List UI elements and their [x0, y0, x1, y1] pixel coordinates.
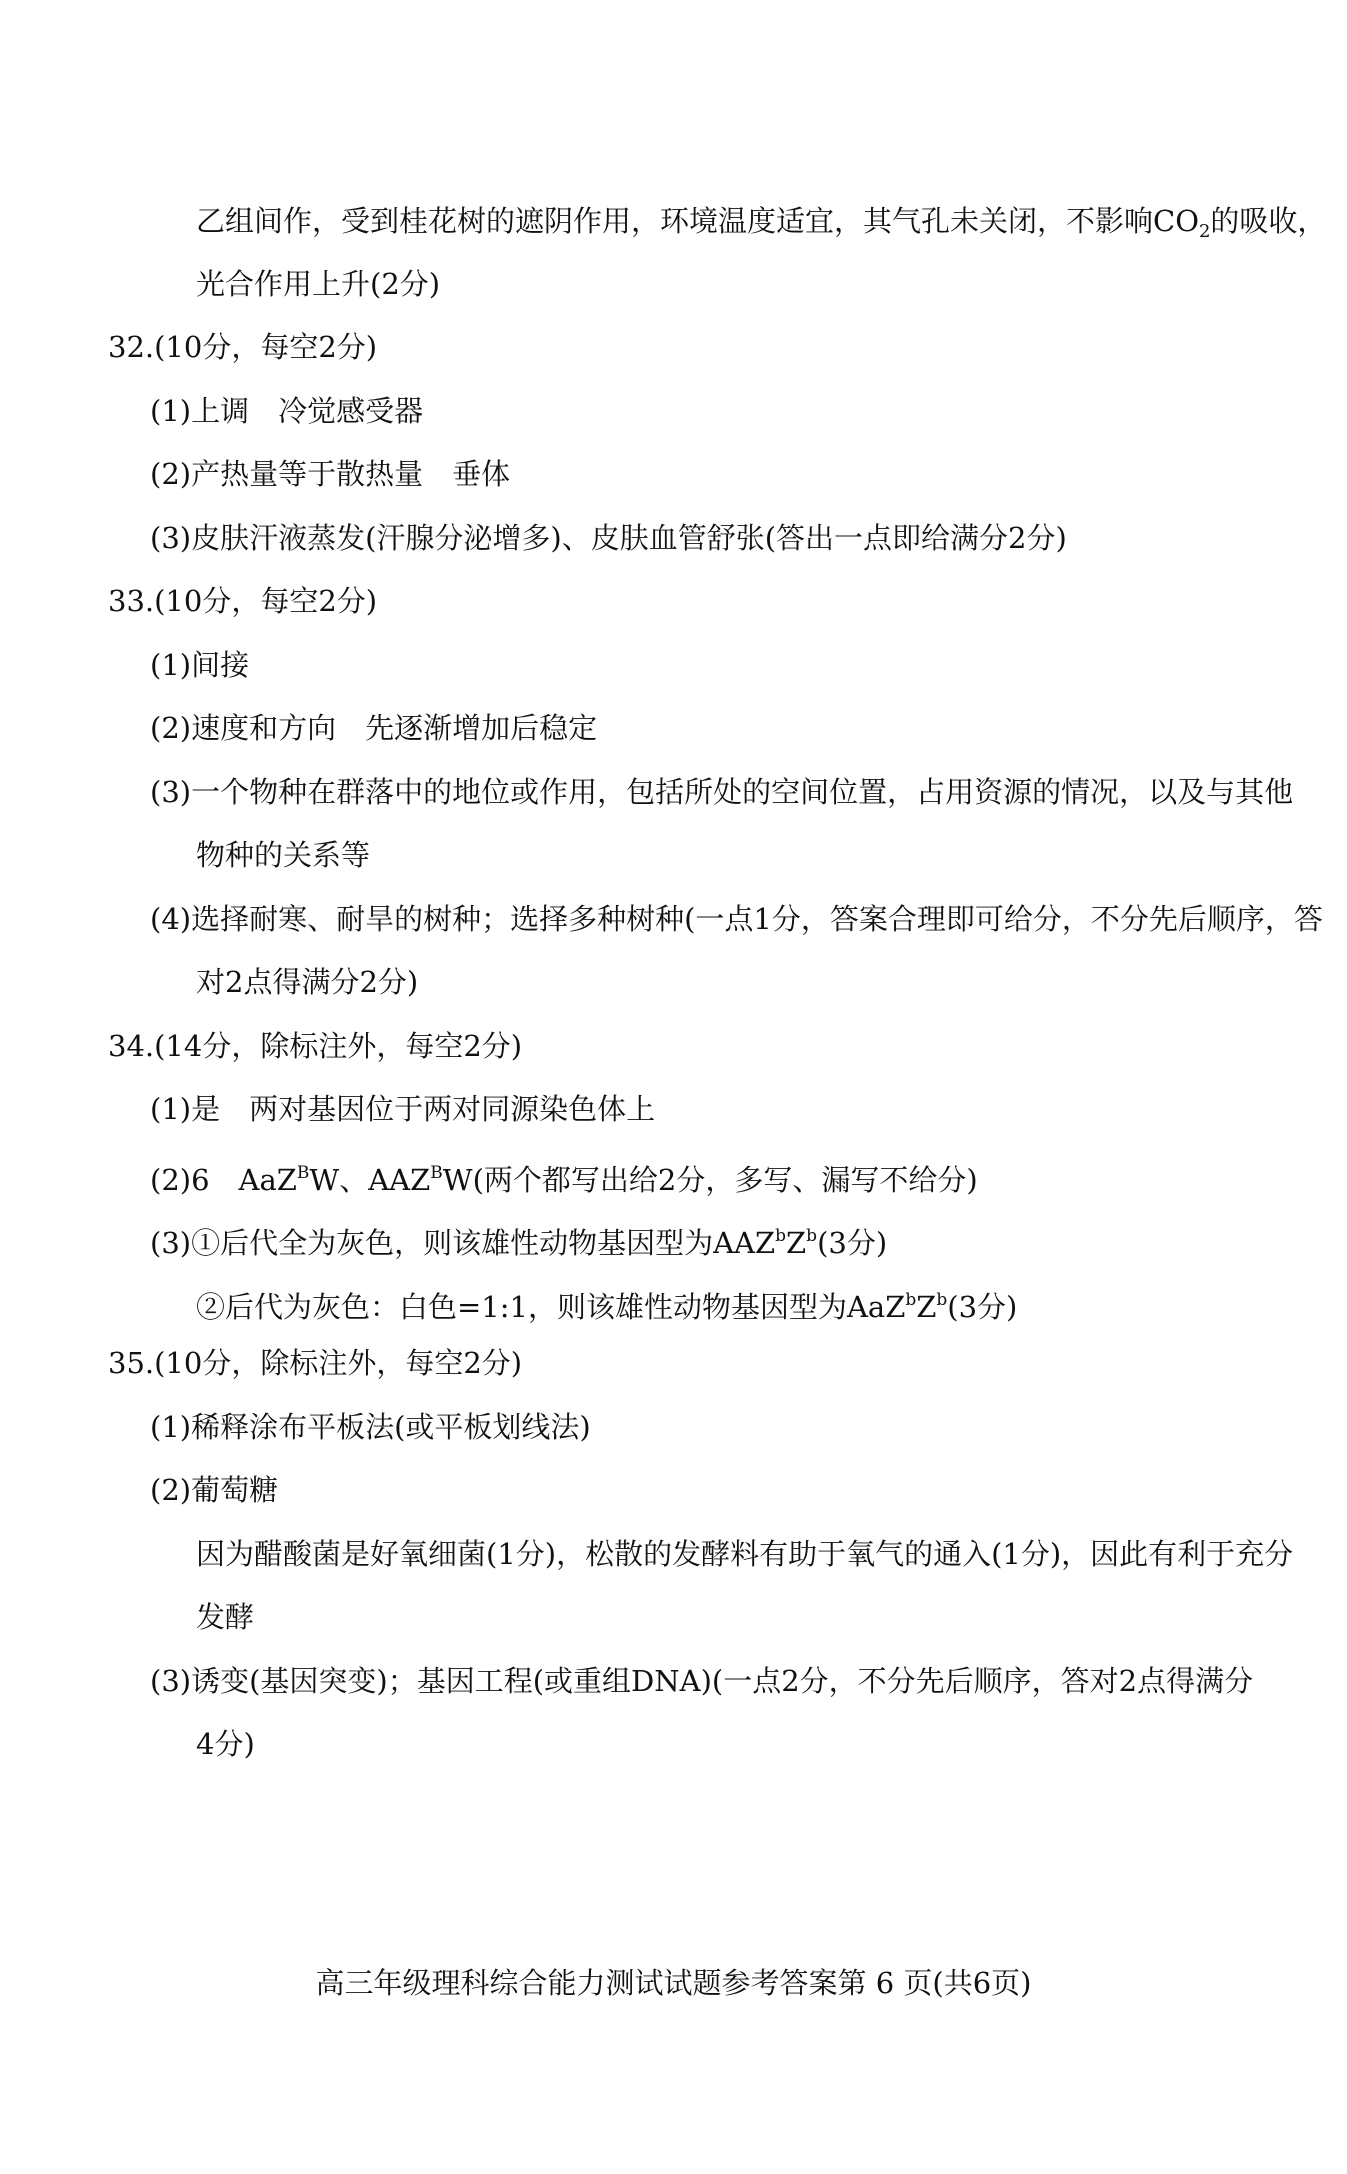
- superscript: b: [806, 1226, 818, 1246]
- answer-33-3-line-1: (3)一个物种在群落中的地位或作用，包括所处的空间位置，占用资源的情况，以及与其他: [150, 775, 1294, 809]
- question-33-heading: 33.(10分，每空2分): [108, 584, 378, 618]
- text-run: 的吸收，: [1210, 204, 1327, 238]
- superscript: B: [430, 1163, 443, 1183]
- answer-32-1: (1)上调 冷觉感受器: [150, 394, 424, 428]
- superscript: b: [775, 1226, 787, 1246]
- answer-35-1: (1)稀释涂布平板法(或平板划线法): [150, 1410, 591, 1444]
- answer-35-2-explanation-line-2: 发酵: [196, 1600, 255, 1634]
- superscript: b: [905, 1290, 917, 1310]
- text-run: Z: [916, 1290, 937, 1324]
- question-35-heading: 35.(10分，除标注外，每空2分): [108, 1346, 523, 1380]
- superscript: B: [296, 1163, 310, 1183]
- answer-33-4-line-2: 对2点得满分2分): [196, 965, 419, 999]
- answer-35-3-line-2: 4分): [196, 1727, 255, 1761]
- answer-34-3-case-2: [196, 1280, 1017, 1327]
- text-run: 乙组间作，受到桂花树的遮阴作用，环境温度适宜，其气孔未关闭，不影响CO: [196, 204, 1199, 238]
- answer-32-2: (2)产热量等于散热量 垂体: [150, 457, 511, 491]
- answer-34-2: [150, 1153, 978, 1200]
- text-run: (3分): [817, 1226, 888, 1260]
- text-run: W、AAZ: [309, 1163, 431, 1197]
- text-run: W(两个都写出给2分，多写、漏写不给分): [442, 1163, 978, 1197]
- text-run: (3分): [947, 1290, 1018, 1324]
- answer-33-2: (2)速度和方向 先逐渐增加后稳定: [150, 711, 598, 745]
- text-run: Z: [786, 1226, 807, 1260]
- question-32-heading: 32.(10分，每空2分): [108, 330, 378, 364]
- answer-35-3-line-1: (3)诱变(基因突变)；基因工程(或重组DNA)(一点2分，不分先后顺序，答对2点得满分: [150, 1664, 1254, 1698]
- text-run: (2)6 AaZ: [150, 1163, 297, 1197]
- text-run: ②后代为灰色：白色=1:1，则该雄性动物基因型为AaZ: [196, 1290, 906, 1324]
- answer-33-4-line-1: (4)选择耐寒、耐旱的树种；选择多种树种(一点1分，答案合理即可给分，不分先后顺序，答: [150, 902, 1323, 936]
- subscript: 2: [1198, 221, 1211, 242]
- answer-34-3-case-1: [150, 1216, 887, 1263]
- answer-32-3: (3)皮肤汗液蒸发(汗腺分泌增多)、皮肤血管舒张(答出一点即给满分2分): [150, 521, 1067, 555]
- answer-35-2: (2)葡萄糖: [150, 1473, 279, 1507]
- question-34-heading: 34.(14分，除标注外，每空2分): [108, 1029, 523, 1063]
- answer-34-1: (1)是 两对基因位于两对同源染色体上: [150, 1092, 656, 1126]
- answer-35-2-explanation-line-1: 因为醋酸菌是好氧细菌(1分)，松散的发酵料有助于氧气的通入(1分)，因此有利于充分: [196, 1537, 1294, 1571]
- text-run: (3)①后代全为灰色，则该雄性动物基因型为AAZ: [150, 1226, 776, 1260]
- page-footer: 高三年级理科综合能力测试试题参考答案第 6 页(共6页): [315, 1966, 1032, 2000]
- answer-31-continued-line-2: 光合作用上升(2分): [196, 267, 441, 301]
- answer-31-continued-line-1: [196, 201, 1326, 252]
- answer-33-1: (1)间接: [150, 648, 250, 682]
- superscript: b: [936, 1290, 948, 1310]
- answer-33-3-line-2: 物种的关系等: [196, 838, 371, 872]
